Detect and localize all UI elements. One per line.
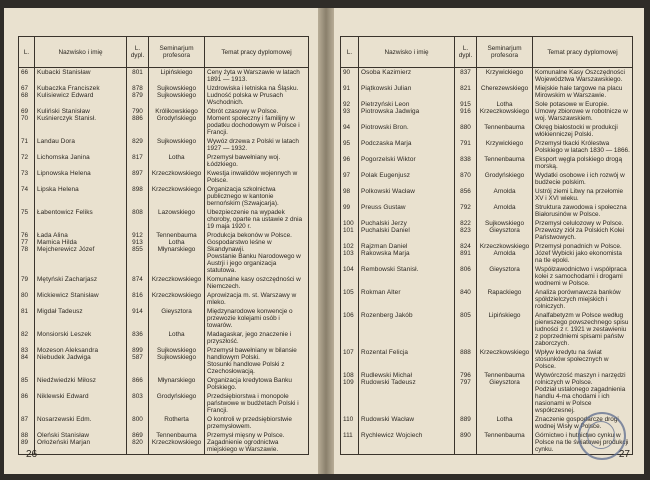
row-name: Osoba Kazimierz bbox=[359, 68, 455, 85]
row-diploma-number: 790 886 bbox=[127, 107, 149, 137]
row-diploma-number: 899 587 bbox=[127, 346, 149, 376]
table-row bbox=[341, 203, 633, 219]
table-row bbox=[19, 185, 309, 208]
row-diploma-number: 878 879 bbox=[127, 84, 149, 107]
row-seminar: Krzeczkowskiego Arnolda bbox=[477, 242, 533, 265]
row-number: 86 bbox=[19, 392, 35, 415]
row-topic: Struktura zawodowa i społeczna Białorusinów w Polsce. bbox=[533, 203, 633, 219]
table-row bbox=[19, 84, 309, 107]
row-diploma-number: 856 bbox=[455, 187, 477, 203]
row-diploma-number: 822 823 bbox=[455, 219, 477, 242]
row-diploma-number: 821 bbox=[455, 84, 477, 100]
row-topic: Organizacja kredytowa Banku Polskiego. bbox=[205, 376, 309, 392]
row-topic: Analfabetyzm w Polsce według pierwszego powszechnego spisu ludności z r. 1921 w zestawieniu z poprzedniemi spisami państw zaborczych. bbox=[533, 311, 633, 348]
row-diploma-number: 829 bbox=[127, 137, 149, 153]
row-diploma-number: 837 bbox=[455, 68, 477, 85]
row-name: Rudlewski Michał Rudowski Tadeusz bbox=[359, 371, 455, 415]
row-topic: Madagaskar, jego znaczenie i przyszłość. bbox=[205, 330, 309, 346]
table-row bbox=[341, 84, 633, 100]
row-diploma-number: 836 bbox=[127, 330, 149, 346]
row-diploma-number: 869 820 bbox=[127, 431, 149, 455]
table-row bbox=[341, 100, 633, 123]
row-number: 97 bbox=[341, 171, 359, 187]
row-number: 96 bbox=[341, 155, 359, 171]
row-topic: Wpływ kredytu na świat stosunków społecznych w Polsce. bbox=[533, 348, 633, 371]
row-name: Niedźwiedzki Miłosz bbox=[35, 376, 127, 392]
header-topic: Temat pracy dyplomowej bbox=[205, 37, 309, 68]
row-name: Mozeson Aleksandra Niebudek Jadwiga bbox=[35, 346, 127, 376]
table-row bbox=[19, 392, 309, 415]
row-number: 88 89 bbox=[19, 431, 35, 455]
row-number: 104 bbox=[341, 265, 359, 288]
table-row bbox=[19, 137, 309, 153]
row-name: Rozental Felicja bbox=[359, 348, 455, 371]
header-name: Nazwisko i imię bbox=[35, 37, 127, 68]
row-topic: O kontroli w przedsiębiorstwie przemysłowem. bbox=[205, 415, 309, 431]
table-row bbox=[341, 265, 633, 288]
row-name: Oleński Stanisław Orłożeński Marjan bbox=[35, 431, 127, 455]
table-row bbox=[19, 307, 309, 330]
row-number: 72 bbox=[19, 153, 35, 169]
row-number: 102 103 bbox=[341, 242, 359, 265]
row-seminar: Arnolda bbox=[477, 203, 533, 219]
row-name: Kuliński Stanisław Kuśnierczyk Stanisł. bbox=[35, 107, 127, 137]
table-row bbox=[19, 68, 309, 85]
row-seminar: Lotha bbox=[149, 153, 205, 169]
row-seminar: Sujkowskiego Sujkowskiego bbox=[149, 346, 205, 376]
row-name: Rudowski Wacław bbox=[359, 415, 455, 431]
row-number: 66 bbox=[19, 68, 35, 85]
table-row bbox=[341, 123, 633, 139]
row-diploma-number: 866 bbox=[127, 376, 149, 392]
row-seminar: Tennenbauma Gieysztora bbox=[477, 371, 533, 415]
row-diploma-number: 880 bbox=[455, 123, 477, 139]
header-topic: Temat pracy dyplomowej bbox=[533, 37, 633, 68]
table-row bbox=[19, 330, 309, 346]
row-topic: Miejskie hale targowe na placu Mirowskim w Warszawie. bbox=[533, 84, 633, 100]
row-name: Rychlewicz Wojciech bbox=[359, 431, 455, 455]
header-diploma: L. dypl. bbox=[127, 37, 149, 68]
table-row bbox=[341, 348, 633, 371]
header-diploma: L. dypl. bbox=[455, 37, 477, 68]
table-row bbox=[341, 155, 633, 171]
row-diploma-number: 889 bbox=[455, 415, 477, 431]
row-number: 107 bbox=[341, 348, 359, 371]
row-diploma-number: 817 bbox=[127, 153, 149, 169]
row-diploma-number: 808 bbox=[127, 208, 149, 231]
row-name: Puchalski Jerzy Puchalski Daniel bbox=[359, 219, 455, 242]
row-topic: Obrót czasowy w Polsce. Moment społeczny i familijny w podatku dochodowym w Polsce i Francji. bbox=[205, 107, 309, 137]
row-diploma-number: 792 bbox=[455, 203, 477, 219]
row-seminar: Rapackiego bbox=[477, 288, 533, 311]
row-number: 74 bbox=[19, 185, 35, 208]
table-body-left bbox=[19, 68, 309, 455]
table-row bbox=[19, 376, 309, 392]
row-name: Polkowski Wacław bbox=[359, 187, 455, 203]
header-seminar: Seminarjum profesora bbox=[477, 37, 533, 68]
row-number: 76 77 78 bbox=[19, 231, 35, 275]
row-name: Monsiorski Leszek bbox=[35, 330, 127, 346]
row-diploma-number: 914 bbox=[127, 307, 149, 330]
row-number: 73 bbox=[19, 169, 35, 185]
row-diploma-number: 912 913 855 bbox=[127, 231, 149, 275]
row-topic: Eksport węgla polskiego drogą morską. bbox=[533, 155, 633, 171]
row-topic: Międzynarodowe konwencje o przewozie kolejami osób i towarów. bbox=[205, 307, 309, 330]
row-number: 94 bbox=[341, 123, 359, 139]
row-name: Migdał Tadeusz bbox=[35, 307, 127, 330]
row-name: Mickiewicz Stanisław bbox=[35, 291, 127, 307]
row-topic: Przemysł tkacki Królestwa Polskiego w latach 1830 — 1866. bbox=[533, 139, 633, 155]
row-topic: Przemysł bawełniany woj. Łódzkiego. bbox=[205, 153, 309, 169]
row-topic: Przemysł ponadnich w Polsce. Józef Wybicki jako ekonomista na tle epoki. bbox=[533, 242, 633, 265]
row-topic: Sole potasowe w Europie. Umowy zbiorowe w robotnicze w woj. Warszawskiem. bbox=[533, 100, 633, 123]
row-diploma-number: 801 bbox=[127, 68, 149, 85]
page-number-left: 26 bbox=[26, 449, 38, 460]
row-topic: Uzdrowiska i letniska na Śląsku. Ludność polska w Prusach Wschodnich. bbox=[205, 84, 309, 107]
row-diploma-number: 870 bbox=[455, 171, 477, 187]
row-number: 69 70 bbox=[19, 107, 35, 137]
table-row bbox=[341, 242, 633, 265]
row-seminar: Krzywickiego bbox=[477, 139, 533, 155]
table-row bbox=[19, 153, 309, 169]
row-topic: Górnictwo i hutnictwo cynku w Polsce na tle światowej produkcji cynku. bbox=[533, 431, 633, 455]
row-number: 80 bbox=[19, 291, 35, 307]
row-number: 79 bbox=[19, 275, 35, 291]
row-seminar: Lazowskiego bbox=[149, 208, 205, 231]
row-topic: Produkcja bekonów w Polsce. Gospodarstwo leśne w Skandynawji. Powstanie Banku Narodowego w Austrji i jego organizacja statutowa. bbox=[205, 231, 309, 275]
row-topic: Wydatki osobowe i ich rozwój w budżecie polskim. bbox=[533, 171, 633, 187]
row-topic: Przedsiębiorstwa i monopole państwowe w budżetach Polski i Francji. bbox=[205, 392, 309, 415]
row-seminar: Tennenbauma Krzeczkowskiego bbox=[149, 431, 205, 455]
row-diploma-number: 816 bbox=[127, 291, 149, 307]
row-seminar: Sujkowskiego bbox=[149, 137, 205, 153]
row-seminar: Cherezewskiego bbox=[477, 84, 533, 100]
row-number: 87 bbox=[19, 415, 35, 431]
header-number: L. bbox=[341, 37, 359, 68]
row-seminar: Lipińskiego bbox=[477, 311, 533, 348]
row-number: 91 bbox=[341, 84, 359, 100]
row-diploma-number: 888 bbox=[455, 348, 477, 371]
row-number: 100 101 bbox=[341, 219, 359, 242]
table-body-right bbox=[341, 68, 633, 455]
row-seminar: Lotha Krzeczkowskiego bbox=[477, 100, 533, 123]
table-row bbox=[341, 68, 633, 85]
row-name: Piotrowski Bron. bbox=[359, 123, 455, 139]
row-diploma-number: 803 bbox=[127, 392, 149, 415]
row-topic: Wywóz drzewa z Polski w latach 1927 — 1932. bbox=[205, 137, 309, 153]
row-number: 90 bbox=[341, 68, 359, 85]
row-topic: Przemysł mięsny w Polsce. Zagadnienie ogrodnictwa miejskiego w Warszawie. bbox=[205, 431, 309, 455]
table-row bbox=[19, 107, 309, 137]
header-name: Nazwisko i imię bbox=[359, 37, 455, 68]
row-seminar: Sujkowskiego Gieysztora bbox=[477, 219, 533, 242]
row-topic: Organizacja szkolnictwa publicznego w kantonie bernońskim (Szwajcarja). bbox=[205, 185, 309, 208]
row-topic: Ceny żyta w Warszawie w latach 1891 — 1913. bbox=[205, 68, 309, 85]
row-topic: Przemysł celulozowy w Polsce. Przewozy ziół za Polskich Kolei Państwowych. bbox=[533, 219, 633, 242]
row-seminar: Krzeczkowskiego bbox=[149, 275, 205, 291]
row-name: Kubaczka Franciszek Kulisiewicz Edward bbox=[35, 84, 127, 107]
row-diploma-number: 915 916 bbox=[455, 100, 477, 123]
left-page bbox=[4, 8, 318, 474]
table-row bbox=[19, 346, 309, 376]
row-name: Lichomska Janina bbox=[35, 153, 127, 169]
row-topic: Analiza porównawcza banków spółdzielczych miejskich i rolniczych. bbox=[533, 288, 633, 311]
row-seminar: Grodyńskiego bbox=[477, 171, 533, 187]
row-seminar: Lotha bbox=[477, 415, 533, 431]
row-name: Piątkowski Julian bbox=[359, 84, 455, 100]
row-name: Lipnowska Helena bbox=[35, 169, 127, 185]
row-topic: Ubezpieczenie na wypadek choroby, oparte na ustawie z dnia 19 maja 1920 r. bbox=[205, 208, 309, 231]
row-seminar: Krzeczkowskiego bbox=[149, 169, 205, 185]
row-name: Nosarzewski Edm. bbox=[35, 415, 127, 431]
row-number: 83 84 bbox=[19, 346, 35, 376]
row-name: Podczaska Marja bbox=[359, 139, 455, 155]
row-diploma-number: 824 891 bbox=[455, 242, 477, 265]
row-number: 98 bbox=[341, 187, 359, 203]
row-name: Łabentowicz Feliks bbox=[35, 208, 127, 231]
row-seminar: Arnolda bbox=[477, 187, 533, 203]
row-topic: Współzawodnictwo i współpraca kolei z samochodami i drogami wodnemi w Polsce. bbox=[533, 265, 633, 288]
row-name: Preuss Gustaw bbox=[359, 203, 455, 219]
row-seminar: Tennenbauma bbox=[477, 155, 533, 171]
row-diploma-number: 805 bbox=[455, 311, 477, 348]
row-diploma-number: 800 bbox=[127, 415, 149, 431]
row-topic: Kwestja inwalidów wojennych w Polsce. bbox=[205, 169, 309, 185]
row-topic: Aprowizacja m. st. Warszawy w mleko. bbox=[205, 291, 309, 307]
table-row bbox=[19, 208, 309, 231]
row-seminar: Krzywickiego bbox=[477, 68, 533, 85]
row-diploma-number: 897 bbox=[127, 169, 149, 185]
row-diploma-number: 791 bbox=[455, 139, 477, 155]
row-seminar: Gieysztora bbox=[149, 307, 205, 330]
table-row bbox=[19, 415, 309, 431]
table-row bbox=[341, 371, 633, 415]
row-seminar: Tennenbauma Lotha Młynarskiego bbox=[149, 231, 205, 275]
row-number: 82 bbox=[19, 330, 35, 346]
row-seminar: Krzeczkowskiego bbox=[477, 348, 533, 371]
row-name: Pietrzyński Leon Piotrowska Jadwiga bbox=[359, 100, 455, 123]
row-name: Rajzman Daniel Rakowska Marja bbox=[359, 242, 455, 265]
row-number: 111 bbox=[341, 431, 359, 455]
row-diploma-number: 806 bbox=[455, 265, 477, 288]
row-seminar: Tennenbauma bbox=[477, 123, 533, 139]
row-topic: Wytwórczość maszyn i narzędzi rolniczych w Polsce. Podział ustalonego zagadnienia handlu 4-ma chodami i ich nasionami w Polsce współczesnej. bbox=[533, 371, 633, 415]
row-name: Rembowski Stanisł. bbox=[359, 265, 455, 288]
row-diploma-number: 840 bbox=[455, 288, 477, 311]
row-diploma-number: 838 bbox=[455, 155, 477, 171]
row-number: 105 bbox=[341, 288, 359, 311]
table-header-row bbox=[19, 37, 309, 68]
row-number: 81 bbox=[19, 307, 35, 330]
table-row bbox=[341, 219, 633, 242]
table-row bbox=[19, 431, 309, 455]
row-diploma-number: 890 bbox=[455, 431, 477, 455]
row-name: Pogorzelski Wiktor bbox=[359, 155, 455, 171]
table-row bbox=[341, 171, 633, 187]
row-seminar: Królikowskiego Grodyńskiego bbox=[149, 107, 205, 137]
row-topic: Znaczenie gospodarcze drogi wodnej Wisły w Polsce. bbox=[533, 415, 633, 431]
row-number: 106 bbox=[341, 311, 359, 348]
row-seminar: Sujkowskiego Sujkowskiego bbox=[149, 84, 205, 107]
table-row bbox=[341, 139, 633, 155]
header-number: L. bbox=[19, 37, 35, 68]
row-seminar: Tennenbauma bbox=[477, 431, 533, 455]
row-number: 110 bbox=[341, 415, 359, 431]
table-row bbox=[19, 291, 309, 307]
row-name: Mętyński Zacharjasz bbox=[35, 275, 127, 291]
row-number: 71 bbox=[19, 137, 35, 153]
row-diploma-number: 796 797 bbox=[455, 371, 477, 415]
row-diploma-number: 874 bbox=[127, 275, 149, 291]
row-seminar: Grodyńskiego bbox=[149, 392, 205, 415]
table-row bbox=[341, 288, 633, 311]
page-number-right: 27 bbox=[618, 449, 630, 460]
row-name: Niklewski Edward bbox=[35, 392, 127, 415]
row-seminar: Krzeczkowskiego bbox=[149, 291, 205, 307]
row-diploma-number: 898 bbox=[127, 185, 149, 208]
row-topic: Ustrój ziemi Litwy na przełomie XV i XVI wieku. bbox=[533, 187, 633, 203]
row-name: Kubacki Stanisław bbox=[35, 68, 127, 85]
row-number: 108 109 bbox=[341, 371, 359, 415]
row-seminar: Lotha bbox=[149, 330, 205, 346]
row-number: 95 bbox=[341, 139, 359, 155]
row-name: Łada Alina Mamica Hilda Mejcherewicz Józef bbox=[35, 231, 127, 275]
table-row bbox=[19, 275, 309, 291]
right-page bbox=[334, 8, 644, 474]
row-number: 92 93 bbox=[341, 100, 359, 123]
row-topic: Okręg białostocki w produkcji włókienniczej Polski. bbox=[533, 123, 633, 139]
row-seminar: Młynarskiego bbox=[149, 376, 205, 392]
row-number: 67 68 bbox=[19, 84, 35, 107]
row-number: 85 bbox=[19, 376, 35, 392]
row-topic: Przemysł bawełniany w bilansie handlowym Polski. Stosunki handlowe Polski z Czechosłowacją. bbox=[205, 346, 309, 376]
table-row bbox=[19, 169, 309, 185]
header-seminar: Seminarjum profesora bbox=[149, 37, 205, 68]
row-name: Polak Eugenjusz bbox=[359, 171, 455, 187]
row-number: 99 bbox=[341, 203, 359, 219]
table-row bbox=[341, 311, 633, 348]
row-topic: Komunalne Kasy Oszczędności Województwa Warszawskiego. bbox=[533, 68, 633, 85]
row-name: Rozenberg Jakób bbox=[359, 311, 455, 348]
row-seminar: Lipińskiego bbox=[149, 68, 205, 85]
row-number: 75 bbox=[19, 208, 35, 231]
book-gutter bbox=[318, 8, 334, 474]
row-seminar: Krzeczkowskiego bbox=[149, 185, 205, 208]
row-seminar: Gieysztora bbox=[477, 265, 533, 288]
table-row bbox=[341, 187, 633, 203]
row-name: Landau Dora bbox=[35, 137, 127, 153]
row-name: Rokman Alter bbox=[359, 288, 455, 311]
table-row bbox=[19, 231, 309, 275]
graduates-table-left bbox=[18, 36, 309, 455]
row-seminar: Rotherta bbox=[149, 415, 205, 431]
graduates-table-right bbox=[340, 36, 633, 455]
table-header-row bbox=[341, 37, 633, 68]
row-name: Lipska Helena bbox=[35, 185, 127, 208]
row-topic: Komunalne kasy oszczędności w Niemczech. bbox=[205, 275, 309, 291]
